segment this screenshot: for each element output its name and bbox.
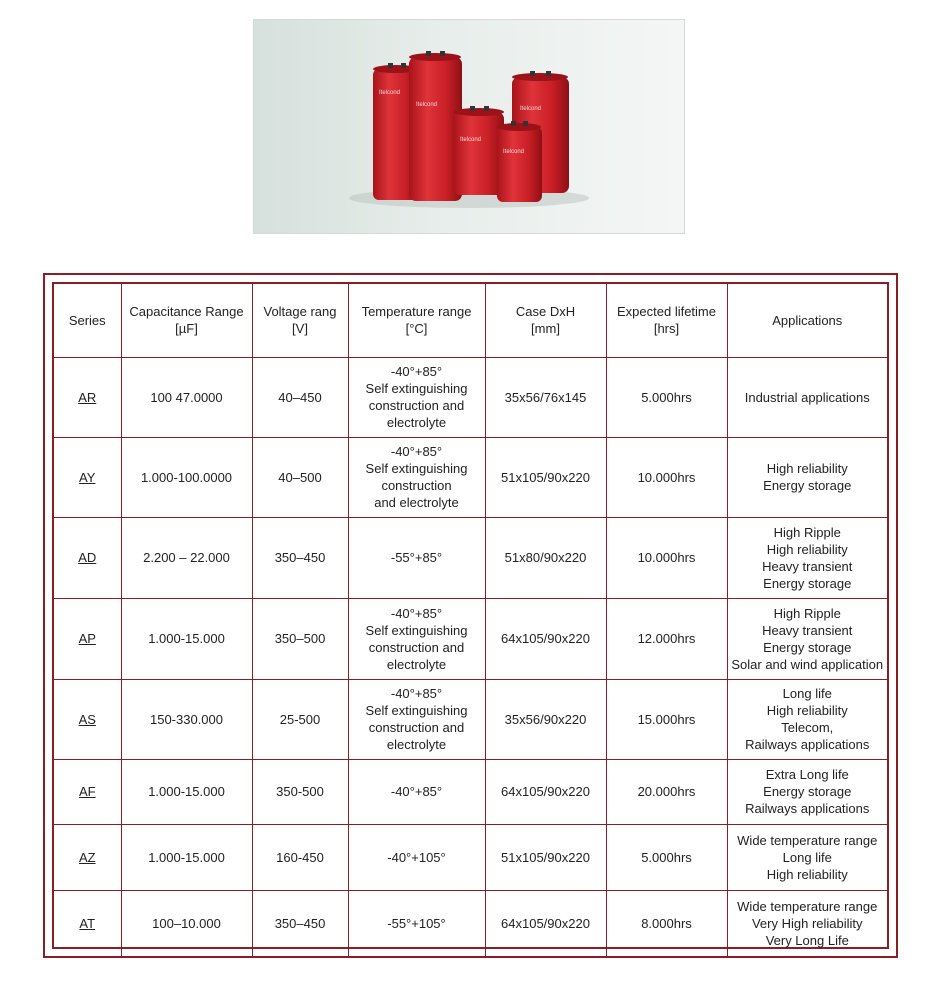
applications-line: High reliability	[766, 703, 848, 718]
temperature-cell	[348, 437, 485, 517]
lifetime-cell	[606, 890, 727, 956]
case-cell	[485, 517, 606, 598]
applications-line: Extra Long life	[765, 767, 849, 782]
product-photo	[253, 19, 685, 234]
temperature-line: Self extinguishing	[365, 381, 468, 396]
series-link[interactable]: AP	[78, 631, 96, 646]
applications-line: High Ripple	[773, 524, 841, 540]
applications-cell	[727, 598, 887, 679]
applications-line: Telecom,	[781, 720, 834, 735]
temperature-line: -40°+85°	[390, 444, 443, 459]
capacitance-value: 100–10.000	[152, 915, 221, 931]
header-text: Case DxH	[515, 304, 576, 320]
lifetime-cell	[606, 517, 727, 598]
temperature-cell	[348, 679, 485, 759]
header-text: Capacitance Range	[129, 304, 244, 320]
applications-line: Wide temperature range	[737, 832, 878, 848]
temperature-line: and electrolyte	[374, 495, 459, 510]
temperature-line: Self extinguishing	[365, 461, 468, 476]
lifetime-value: 15.000hrs	[637, 711, 696, 727]
header-text: [V]	[292, 321, 308, 337]
applications-cell	[727, 824, 887, 890]
case-value: 51x105/90x220	[501, 849, 590, 865]
series-cell	[54, 890, 121, 956]
spec-table-frame	[43, 273, 898, 958]
capacitance-value: 1.000-15.000	[148, 784, 225, 799]
applications-cell	[727, 357, 887, 437]
capacitance-value: 1.000-15.000	[148, 631, 225, 646]
header-text: [mm]	[531, 321, 560, 337]
lifetime-cell	[606, 357, 727, 437]
capacitor-series-table	[54, 284, 887, 956]
brand-label: Itelcond	[520, 106, 542, 112]
lifetime-value: 10.000hrs	[637, 550, 696, 565]
applications-line: Very High reliability	[751, 915, 863, 931]
lifetime-value: 5.000hrs	[641, 389, 692, 405]
temperature-line: electrolyte	[386, 737, 447, 752]
capacitor	[453, 106, 504, 195]
temperature-line: Self extinguishing	[365, 703, 468, 718]
case-cell	[485, 890, 606, 956]
table-row	[54, 598, 887, 679]
header-series	[54, 284, 121, 357]
applications-line: Solar and wind application	[731, 656, 884, 672]
case-value: 51x80/90x220	[504, 550, 587, 565]
table-row	[54, 437, 887, 517]
applications-line: Wide temperature range	[737, 898, 878, 914]
voltage-cell	[252, 890, 348, 956]
voltage-cell	[252, 437, 348, 517]
brand-label: Itelcond	[416, 102, 438, 108]
capacitors-image	[254, 20, 684, 233]
table-row	[54, 517, 887, 598]
lifetime-value: 10.000hrs	[637, 469, 696, 485]
applications-line: High Ripple	[773, 605, 841, 621]
capacitance-value: 1.000-100.0000	[140, 469, 233, 485]
voltage-cell	[252, 598, 348, 679]
lifetime-cell	[606, 824, 727, 890]
temperature-cell	[348, 759, 485, 824]
lifetime-value: 12.000hrs	[637, 631, 696, 646]
applications-line: Railways applications	[745, 737, 870, 752]
series-link[interactable]: AR	[78, 389, 97, 405]
series-link[interactable]: AT	[79, 915, 96, 931]
temperature-cell	[348, 517, 485, 598]
temperature-line: -55°+105°	[387, 915, 446, 931]
capacitance-value: 1.000-15.000	[148, 849, 225, 865]
temperature-line: construction and	[368, 398, 465, 413]
voltage-cell	[252, 517, 348, 598]
case-cell	[485, 598, 606, 679]
applications-cell	[727, 517, 887, 598]
header-text: [°C]	[405, 321, 428, 337]
brand-label: Itelcond	[503, 149, 525, 155]
series-cell	[54, 679, 121, 759]
header-text: Expected lifetime	[617, 304, 716, 320]
temperature-line: construction and	[368, 639, 465, 655]
lifetime-value: 8.000hrs	[641, 915, 692, 931]
case-value: 35x56/76x145	[504, 389, 587, 405]
capacitance-cell	[121, 517, 252, 598]
applications-line: Long life	[782, 849, 832, 865]
applications-line: Industrial applications	[744, 389, 870, 405]
voltage-value: 350–500	[274, 631, 326, 646]
applications-line: Energy storage	[763, 639, 852, 655]
voltage-cell	[252, 357, 348, 437]
case-cell	[485, 759, 606, 824]
header-lifetime	[606, 284, 727, 357]
capacitance-value: 2.200 – 22.000	[143, 550, 230, 565]
header-text: [hrs]	[653, 321, 680, 337]
applications-cell	[727, 759, 887, 824]
applications-line: High reliability	[766, 866, 848, 882]
capacitance-cell	[121, 679, 252, 759]
capacitance-cell	[121, 437, 252, 517]
applications-cell	[727, 679, 887, 759]
voltage-value: 350–450	[274, 550, 326, 565]
series-cell	[54, 357, 121, 437]
table-row	[54, 357, 887, 437]
case-value: 64x105/90x220	[501, 631, 590, 646]
table-row	[54, 824, 887, 890]
capacitor	[497, 121, 542, 202]
voltage-cell	[252, 824, 348, 890]
voltage-value: 160-450	[276, 849, 324, 865]
case-value: 64x105/90x220	[501, 915, 590, 931]
lifetime-cell	[606, 759, 727, 824]
voltage-value: 40–450	[278, 389, 322, 405]
applications-cell	[727, 890, 887, 956]
applications-line: High reliability	[766, 461, 848, 476]
applications-line: Energy storage	[763, 784, 852, 799]
applications-cell	[727, 437, 887, 517]
temperature-line: electrolyte	[386, 415, 447, 430]
header-text: [µF]	[175, 321, 198, 337]
series-link[interactable]: AD	[78, 550, 97, 565]
voltage-value: 350–450	[274, 915, 326, 931]
series-cell	[54, 517, 121, 598]
temperature-line: -40°+105°	[387, 849, 446, 865]
temperature-cell	[348, 598, 485, 679]
temperature-line: electrolyte	[386, 656, 447, 672]
header-capacitance	[121, 284, 252, 357]
table-row	[54, 759, 887, 824]
series-cell	[54, 759, 121, 824]
series-cell	[54, 824, 121, 890]
temperature-cell	[348, 890, 485, 956]
header-temperature	[348, 284, 485, 357]
header-text: Applications	[772, 312, 843, 328]
temperature-line: -55°+85°	[390, 550, 443, 565]
temperature-line: -40°+85°	[390, 784, 443, 799]
capacitance-value: 100 47.0000	[150, 389, 223, 405]
case-cell	[485, 437, 606, 517]
capacitance-cell	[121, 598, 252, 679]
lifetime-cell	[606, 679, 727, 759]
voltage-value: 25-500	[279, 711, 321, 727]
series-cell	[54, 598, 121, 679]
temperature-line: construction and	[368, 720, 465, 735]
voltage-value: 40–500	[278, 469, 322, 485]
spec-table-inner-frame	[52, 282, 889, 949]
capacitance-cell	[121, 357, 252, 437]
series-cell	[54, 437, 121, 517]
case-value: 35x56/90x220	[504, 711, 587, 727]
capacitance-cell	[121, 759, 252, 824]
applications-line: Energy storage	[763, 575, 852, 591]
temperature-line: Self extinguishing	[365, 622, 468, 638]
case-cell	[485, 679, 606, 759]
temperature-line: -40°+85°	[390, 686, 443, 701]
applications-line: Energy storage	[763, 478, 852, 493]
series-link[interactable]: AZ	[78, 849, 96, 865]
case-value: 51x105/90x220	[501, 469, 590, 485]
series-link[interactable]: AF	[78, 784, 96, 799]
header-applications	[727, 284, 887, 357]
table-row	[54, 890, 887, 956]
table-row	[54, 679, 887, 759]
series-link[interactable]: AS	[78, 711, 96, 727]
voltage-value: 350-500	[276, 784, 324, 799]
temperature-line: construction	[381, 478, 452, 493]
temperature-line: -40°+85°	[390, 364, 443, 379]
temperature-cell	[348, 824, 485, 890]
applications-line: Railways applications	[745, 801, 870, 816]
capacitance-value: 150-330.000	[149, 711, 223, 727]
voltage-cell	[252, 759, 348, 824]
header-row	[54, 284, 887, 357]
voltage-cell	[252, 679, 348, 759]
temperature-line: -40°+85°	[390, 605, 443, 621]
lifetime-value: 20.000hrs	[637, 784, 696, 799]
case-cell	[485, 357, 606, 437]
applications-line: Long life	[782, 686, 832, 701]
header-case	[485, 284, 606, 357]
capacitance-cell	[121, 890, 252, 956]
header-text: Series	[68, 312, 106, 328]
lifetime-cell	[606, 598, 727, 679]
applications-line: Very Long Life	[765, 932, 849, 948]
applications-line: High reliability	[766, 541, 848, 557]
applications-line: Heavy transient	[762, 558, 853, 574]
temperature-cell	[348, 357, 485, 437]
header-text: Temperature range	[361, 304, 472, 320]
case-cell	[485, 824, 606, 890]
case-value: 64x105/90x220	[501, 784, 590, 799]
applications-line: Heavy transient	[762, 622, 853, 638]
header-text: Voltage rang	[263, 304, 337, 320]
header-voltage	[252, 284, 348, 357]
series-link[interactable]: AY	[79, 469, 96, 485]
lifetime-cell	[606, 437, 727, 517]
brand-label: Itelcond	[460, 137, 482, 143]
brand-label: Itelcond	[379, 90, 401, 96]
lifetime-value: 5.000hrs	[641, 849, 692, 865]
capacitance-cell	[121, 824, 252, 890]
